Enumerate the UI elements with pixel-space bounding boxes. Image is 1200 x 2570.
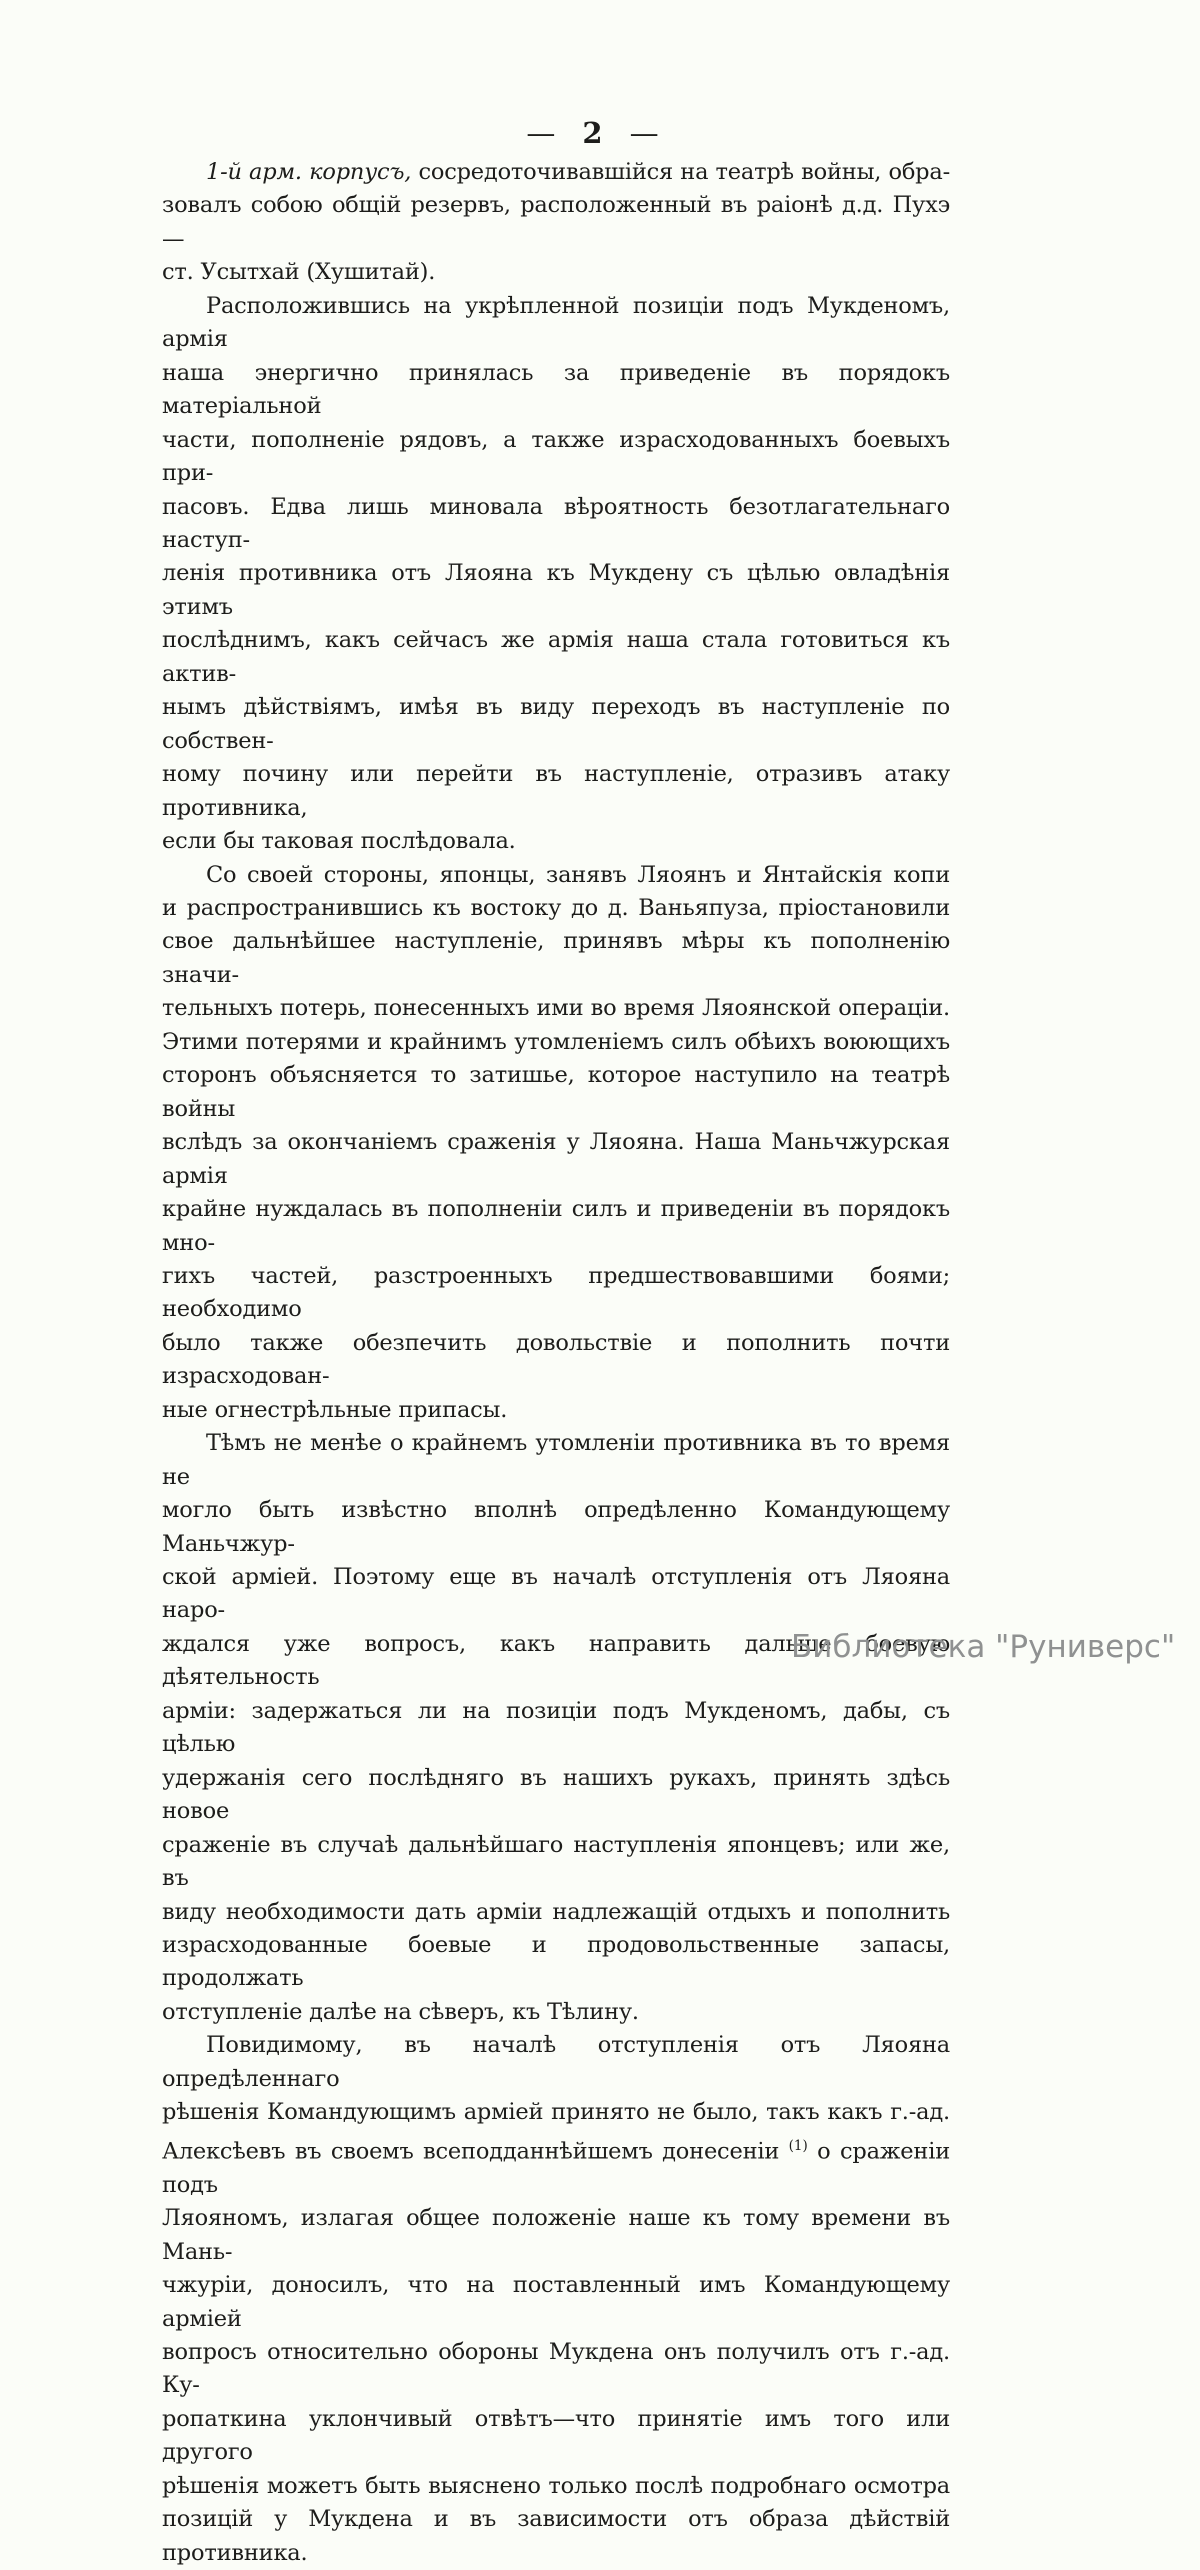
text-line <box>162 1896 950 1929</box>
text-line <box>162 2336 950 2403</box>
text-segment: было также обезпечить довольствіе и пополнить почти израсходован- <box>162 1329 950 1390</box>
page-header <box>0 116 1186 150</box>
text-line <box>162 758 950 825</box>
text-line <box>162 2130 950 2202</box>
text-segment: Тѣмъ не менѣе о крайнемъ утомленіи противника въ то время не <box>162 1430 950 1490</box>
text-line <box>162 2202 950 2269</box>
text-segment: ному почину или перейти въ наступленіе, отразивъ атаку противника, <box>162 761 950 821</box>
text-segment: нымъ дѣйствіямъ, имѣя въ виду переходъ въ наступленіе по собствен- <box>162 694 950 754</box>
text-line <box>162 1929 950 1996</box>
text-segment: сторонъ объясняется то затишье, которое наступило на театрѣ войны <box>162 1062 950 1122</box>
text-line <box>162 925 950 992</box>
text-segment: ленія противника отъ Ляояна къ Мукдену съ цѣлью овладѣнія этимъ <box>162 560 950 620</box>
text-segment: ст. Усытхай (Хушитай). <box>162 259 436 286</box>
text-segment: крайне нуждалась въ пополненіи силъ и приведеніи въ порядокъ мно- <box>162 1196 950 1256</box>
text-segment: ждался уже вопросъ, какъ направить дальше боевую дѣятельность <box>162 1630 950 1691</box>
text-line <box>162 290 950 357</box>
text-line <box>162 2403 950 2470</box>
text-line <box>162 1829 950 1896</box>
text-segment: послѣднимъ, какъ сейчасъ же армія наша стала готовиться къ актив- <box>162 627 950 687</box>
text-segment: зовалъ собою общій резервъ, расположенный въ раіонѣ д.д. Пухэ— <box>162 192 950 252</box>
text-line <box>162 1327 950 1394</box>
text-segment: наша энергично принялась за приведеніе въ порядокъ матеріальной <box>162 359 950 420</box>
text-line <box>162 156 950 189</box>
text-segment: тельныхъ потерь, понесенныхъ ими во время Ляоянской операціи. <box>162 995 950 1022</box>
text-segment: отступленіе далѣе на сѣверъ, къ Тѣлину. <box>162 1998 639 2025</box>
text-segment: ные огнестрѣльные припасы. <box>162 1396 508 1423</box>
text-segment: рѣшенія Командующимъ арміей принято не было, такъ какъ г.-ад. <box>162 2099 950 2126</box>
text-line <box>162 1026 950 1059</box>
text-segment: израсходованные боевые и продовольственные запасы, продолжать <box>162 1932 950 1992</box>
text-line <box>162 1260 950 1327</box>
text-line <box>162 892 950 925</box>
text-segment: части, пополненіе рядовъ, а также израсходованныхъ боевыхъ при- <box>162 426 950 487</box>
page-number: 2 <box>582 116 604 150</box>
text-line <box>162 1996 950 2029</box>
text-block <box>162 156 950 2570</box>
footnote-marker: (1) <box>788 2137 808 2154</box>
italic-text-segment: 1-й арм. корпусъ, <box>206 159 412 185</box>
text-segment: сраженіе въ случаѣ дальнѣйшаго наступленія японцевъ; или же, въ <box>162 1831 950 1892</box>
text-segment: Расположившись на укрѣпленной позиціи подъ Мукденомъ, армія <box>162 292 950 353</box>
text-segment: позицій у Мукдена и въ зависимости отъ образа дѣйствій противника. <box>162 2506 950 2566</box>
text-segment: пасовъ. Едва лишь миновала вѣроятность безотлагательнаго наступ- <box>162 493 950 553</box>
text-line <box>162 2503 950 2570</box>
text-line <box>162 1059 950 1126</box>
text-line <box>162 1126 950 1193</box>
text-segment: вопросъ относительно обороны Мукдена онъ получилъ отъ г.-ад. Ку- <box>162 2338 950 2399</box>
text-line <box>162 2029 950 2096</box>
text-line <box>162 1494 950 1561</box>
text-line <box>162 189 950 256</box>
text-line <box>162 1193 950 1260</box>
text-line <box>162 859 950 892</box>
text-line <box>162 691 950 758</box>
text-segment: Со своей стороны, японцы, занявъ Ляоянъ и Янтайскія копи <box>206 861 950 888</box>
text-line <box>162 1561 950 1628</box>
text-segment: свое дальнѣйшее наступленіе, принявъ мѣры къ пополненію значи- <box>162 928 950 988</box>
text-segment: чжуріи, доносилъ, что на поставленный имъ Командующему арміей <box>162 2272 950 2332</box>
text-segment: ской арміей. Поэтому еще въ началѣ отступленія отъ Ляояна наро- <box>162 1564 950 1624</box>
text-segment: ропаткина уклончивый отвѣтъ—что принятіе имъ того или другого <box>162 2405 950 2466</box>
text-line <box>162 557 950 624</box>
library-watermark: Библиотека "Руниверс" <box>791 1629 1176 1665</box>
text-line <box>162 2269 950 2336</box>
text-segment: Алексѣевъ въ своемъ всеподданнѣйшемъ донесеніи <box>162 2138 789 2165</box>
text-segment: Этими потерями и крайнимъ утомленіемъ силъ обѣихъ воюющихъ <box>162 1028 950 1055</box>
text-segment: сосредоточивавшійся на театрѣ войны, обра- <box>411 159 950 185</box>
header-right-dash: — <box>629 116 660 150</box>
text-segment: Повидимому, въ началѣ отступленія отъ Ляояна опредѣленнаго <box>162 2032 950 2092</box>
text-line <box>162 1394 950 1427</box>
text-line <box>162 2096 950 2129</box>
header-left-dash: — <box>526 116 557 150</box>
text-line <box>162 424 950 491</box>
text-line <box>162 256 950 289</box>
text-line <box>162 825 950 858</box>
text-segment: могло быть извѣстно вполнѣ опредѣленно Командующему Маньчжур- <box>162 1497 950 1557</box>
text-line <box>162 1762 950 1829</box>
text-segment: о сраженіи подъ <box>162 2138 950 2198</box>
text-segment: если бы таковая послѣдовала. <box>162 828 516 855</box>
text-segment: рѣшенія можетъ быть выяснено только послѣ подробнаго осмотра <box>162 2472 950 2499</box>
text-line <box>162 992 950 1025</box>
text-segment: арміи: задержаться ли на позиціи подъ Мукденомъ, дабы, съ цѣлью <box>162 1697 950 1758</box>
text-segment: виду необходимости дать арміи надлежащій отдыхъ и пополнить <box>162 1898 950 1925</box>
text-line <box>162 1427 950 1494</box>
text-line <box>162 2470 950 2503</box>
text-line <box>162 357 950 424</box>
text-segment: вслѣдъ за окончаніемъ сраженія у Ляояна. Наша Маньчжурская армія <box>162 1129 950 1189</box>
text-segment: Ляояномъ, излагая общее положеніе наше къ тому времени въ Мань- <box>162 2205 950 2265</box>
text-segment: и распространившись къ востоку до д. Ваньяпуза, пріостановили <box>162 894 950 921</box>
text-segment: удержанія сего послѣдняго въ нашихъ рукахъ, принять здѣсь новое <box>162 1764 950 1825</box>
text-line <box>162 624 950 691</box>
text-line <box>162 491 950 558</box>
text-segment: гихъ частей, разстроенныхъ предшествовавшими боями; необходимо <box>162 1262 950 1323</box>
